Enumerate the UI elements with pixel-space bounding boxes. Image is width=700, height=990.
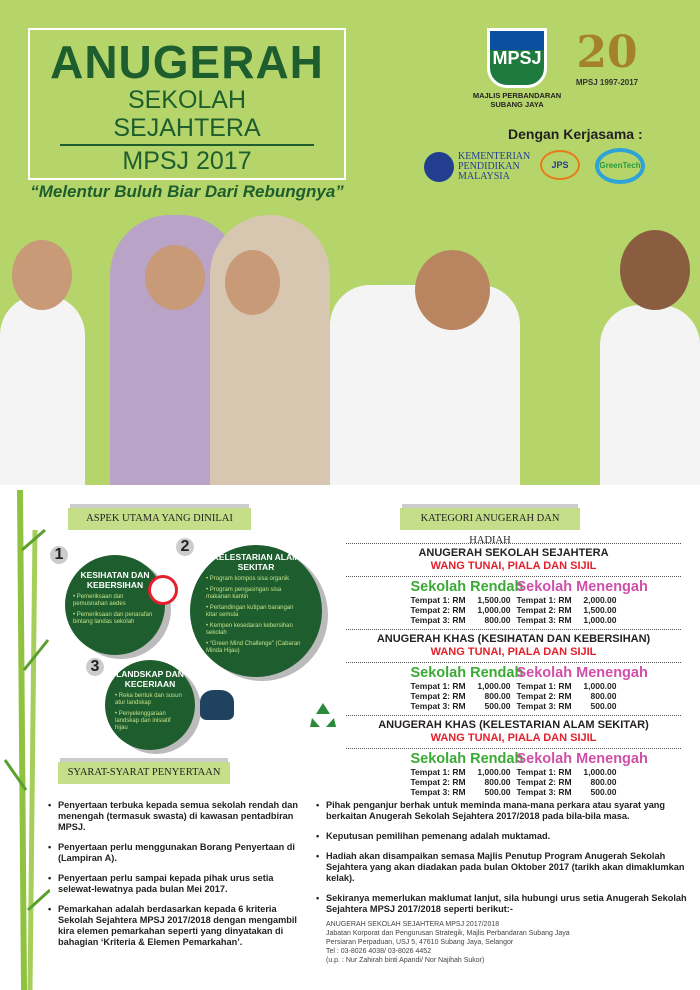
syarat-item: • Penyertaan perlu sampai kepada pihak urus setia selewat-lewatnya pada bulan Mei 2017. — [48, 873, 310, 895]
kpm-logo — [424, 152, 530, 182]
award-title: ANUGERAH KHAS (KELESTARIAN ALAM SEKITAR) — [378, 719, 649, 731]
teacher-figure — [210, 215, 330, 485]
mpsj-shield-icon: MPSJ — [487, 28, 547, 88]
sekolah-menengah-label: Sekolah Menengah — [516, 579, 648, 595]
students-photo — [0, 190, 700, 485]
title-box — [28, 28, 346, 201]
prize-amount: 2,000.00 — [583, 595, 617, 605]
aspek-point: • “Green Mind Challenge” (Cabaran Minda Hijau) — [206, 641, 306, 655]
aspek-circle-1 — [65, 555, 165, 655]
syarat-item: • Pihak penganjur berhak untuk meminda mana-mana perkara atau syarat yang berkaitan Anugerah Sekolah Sejahtera 2017/2018 pada bila-bila masa. — [316, 800, 696, 822]
prize-row — [517, 605, 617, 615]
prize-place: Tempat 2: RM — [410, 605, 466, 615]
aspek-point: • Pemeriksaan dan pemusnahan aedes — [73, 594, 157, 608]
prize-amount: 1,000.00 — [583, 615, 617, 625]
syarat-heading: SYARAT-SYARAT PENYERTAAN — [58, 762, 230, 784]
contact-line: (u.p. : Nur Zahirah binti Apandi/ Nor Najihah Sukor) — [326, 957, 485, 964]
prize-amount: 500.00 — [484, 701, 511, 711]
prize-place: Tempat 1: RM — [516, 595, 572, 605]
mpsj-logo — [462, 28, 572, 109]
prize-place: Tempat 1: RM — [516, 767, 572, 777]
prize-place: Tempat 3: RM — [516, 701, 572, 711]
prize-place: Tempat 2: RM — [516, 777, 572, 787]
prize-amount: 1,500.00 — [477, 595, 511, 605]
syarat-item: • Penyertaan terbuka kepada semua sekolah rendah dan menengah (termasuk swasta) di kawasan pentadbiran MPSJ. — [48, 800, 310, 833]
title-sekolah-sejahtera: SEKOLAH SEJAHTERA — [60, 86, 314, 146]
aspek-point: • Penyelenggaraan landskap dan inisiatif hijau — [115, 711, 185, 732]
aspek-title: LANDSKAP DAN KECERIAAN — [116, 669, 184, 689]
prize-table — [346, 540, 681, 801]
prize-place: Tempat 1: RM — [410, 595, 466, 605]
kpm-text: PENDIDIKAN — [458, 161, 520, 172]
kpm-emblem-icon — [424, 152, 454, 182]
syarat-item: • Sekiranya memerlukan maklumat lanjut, sila hubungi urus setia Anugerah Sekolah Sejahtera MPSJ 2017/2018 seperti berikut:- — [316, 893, 696, 915]
no-mosquito-icon — [148, 575, 178, 605]
mpsj-name-2: SUBANG JAYA — [490, 100, 544, 109]
prize-place: Tempat 2: RM — [516, 605, 572, 615]
tagline: “Melentur Buluh Biar Dari Rebungnya” — [30, 182, 344, 201]
prize-row — [411, 767, 511, 777]
student-figure — [600, 305, 700, 485]
prize-amount: 800.00 — [484, 777, 511, 787]
anniversary-logo — [572, 28, 642, 88]
contact-info — [316, 920, 696, 965]
prize-row — [411, 777, 511, 787]
anniv-text: MPSJ 1997-2017 — [575, 78, 639, 87]
number-2: 2 — [176, 538, 194, 556]
student-head — [620, 230, 690, 310]
prize-amount: 1,000.00 — [583, 681, 617, 691]
jps-logo: JPS — [540, 150, 580, 180]
sekolah-menengah-label: Sekolah Menengah — [516, 751, 648, 767]
prize-row — [411, 595, 511, 605]
prize-place: Tempat 3: RM — [410, 615, 466, 625]
partners-label: Dengan Kerjasama : — [508, 126, 643, 142]
prize-place: Tempat 3: RM — [410, 701, 466, 711]
prize-row — [517, 595, 617, 605]
prize-place: Tempat 1: RM — [516, 681, 572, 691]
student-head — [415, 250, 490, 330]
kpm-text: KEMENTERIAN — [458, 151, 531, 162]
prize-place: Tempat 1: RM — [410, 681, 466, 691]
award-title: ANUGERAH KHAS (KESIHATAN DAN KEBERSIHAN) — [376, 633, 651, 645]
greentech-logo: GreenTech — [595, 148, 645, 184]
award-prize: WANG TUNAI, PIALA DAN SIJIL — [430, 560, 597, 572]
student-head — [12, 240, 72, 310]
aspek-circle-2 — [190, 545, 322, 677]
aspek-heading: ASPEK UTAMA YANG DINILAI — [68, 508, 251, 530]
award-prize: WANG TUNAI, PIALA DAN SIJIL — [430, 646, 597, 658]
prize-place: Tempat 1: RM — [410, 767, 466, 777]
aspek-point: • Kempen kesedaran kebersihan sekolah — [206, 623, 306, 637]
contact-line: Tel : 03-8026 4038/ 03-8026 4452 — [326, 948, 432, 955]
landscape-icon — [200, 690, 234, 720]
prize-row — [517, 691, 617, 701]
aspek-point: • Pemeriksaan dan penarafan bintang landas sekolah — [73, 612, 157, 626]
aspek-point: • Program pengasingan sisa makanan kantin — [206, 587, 306, 601]
bamboo-decoration — [0, 490, 50, 990]
prize-row — [411, 681, 511, 691]
syarat-item: • Hadiah akan disampaikan semasa Majlis Penutup Program Anugerah Sekolah Sejahtera yang akan diadakan pada bulan Oktober 2017 (tarikh akan dimaklumkan kelak). — [316, 851, 696, 884]
aspek-point: • Program kompos sisa organik — [206, 576, 306, 583]
award-title: ANUGERAH SEKOLAH SEJAHTERA — [418, 547, 609, 559]
sekolah-rendah-label: Sekolah Rendah — [410, 579, 524, 595]
award-block — [346, 715, 681, 797]
prize-amount: 1,000.00 — [477, 605, 511, 615]
aspek-point: • Reka bentuk dan susun atur landskap — [115, 693, 185, 707]
award-block — [346, 543, 681, 625]
prize-amount: 1,000.00 — [477, 681, 511, 691]
syarat-item: • Pemarkahan adalah berdasarkan kepada 6 kriteria Sekolah Sejahtera MPSJ 2017/2018 dengan mengambil kira elemen pemarkahan seperti yang dinyatakan di bahagian ‘Kriteria & Elemen Pemarkahan’. — [48, 904, 310, 948]
student-head — [145, 245, 205, 310]
prize-row — [411, 701, 511, 711]
syarat-left-list — [48, 800, 310, 957]
prize-place: Tempat 2: RM — [410, 691, 466, 701]
anniv-mark: 20 — [576, 27, 638, 78]
number-3: 3 — [86, 658, 104, 676]
kpm-text: MALAYSIA — [458, 171, 510, 182]
sekolah-menengah-label: Sekolah Menengah — [516, 665, 648, 681]
prize-place: Tempat 2: RM — [410, 777, 466, 787]
aspek-circle-3 — [105, 660, 195, 750]
prize-row — [517, 681, 617, 691]
prize-amount: 800.00 — [590, 777, 617, 787]
award-block — [346, 629, 681, 711]
prize-row — [517, 701, 617, 711]
prize-row — [517, 777, 617, 787]
syarat-item: • Penyertaan perlu menggunakan Borang Penyertaan di (Lampiran A). — [48, 842, 310, 864]
prize-row — [517, 787, 617, 797]
award-prize: WANG TUNAI, PIALA DAN SIJIL — [430, 732, 597, 744]
title-anugerah: ANUGERAH — [50, 36, 324, 88]
kategori-heading: KATEGORI ANUGERAH DAN HADIAH — [400, 508, 580, 530]
aspek-title: KELESTARIAN ALAM SEKITAR — [212, 552, 300, 572]
student-figure — [0, 295, 85, 485]
prize-amount: 1,000.00 — [583, 767, 617, 777]
prize-row — [411, 787, 511, 797]
prize-row — [517, 615, 617, 625]
prize-row — [411, 605, 511, 615]
prize-row — [411, 691, 511, 701]
contact-line: Jabatan Korporat dan Pengurusan Strategik, Majlis Perbandaran Subang Jaya — [326, 930, 570, 937]
contact-line: ANUGERAH SEKOLAH SEJAHTERA MPSJ 2017/2018 — [326, 921, 500, 928]
prize-amount: 800.00 — [484, 691, 511, 701]
number-1: 1 — [50, 546, 68, 564]
recycle-icon — [308, 700, 338, 730]
prize-place: Tempat 2: RM — [516, 691, 572, 701]
prize-amount: 800.00 — [590, 691, 617, 701]
prize-place: Tempat 3: RM — [410, 787, 466, 797]
prize-place: Tempat 3: RM — [516, 615, 572, 625]
prize-amount: 800.00 — [484, 615, 511, 625]
teacher-head — [225, 250, 280, 315]
prize-row — [517, 767, 617, 777]
sekolah-rendah-label: Sekolah Rendah — [410, 665, 524, 681]
prize-amount: 500.00 — [484, 787, 511, 797]
aspek-point: • Pertandingan kutipan barangan kitar semula — [206, 605, 306, 619]
prize-amount: 1,000.00 — [477, 767, 511, 777]
mpsj-name: MAJLIS PERBANDARAN — [472, 91, 562, 100]
prize-amount: 500.00 — [590, 787, 617, 797]
prize-place: Tempat 3: RM — [516, 787, 572, 797]
prize-amount: 1,500.00 — [583, 605, 617, 615]
title-year: MPSJ 2017 — [122, 147, 252, 175]
syarat-right-list — [316, 800, 696, 965]
sekolah-rendah-label: Sekolah Rendah — [410, 751, 524, 767]
aspek-title: KESIHATAN DAN KEBERSIHAN — [80, 570, 150, 590]
prize-row — [411, 615, 511, 625]
contact-line: Persiaran Perpaduan, USJ 5, 47610 Subang Jaya, Selangor — [326, 939, 514, 946]
prize-amount: 500.00 — [590, 701, 617, 711]
syarat-item: • Keputusan pemilihan pemenang adalah muktamad. — [316, 831, 696, 842]
